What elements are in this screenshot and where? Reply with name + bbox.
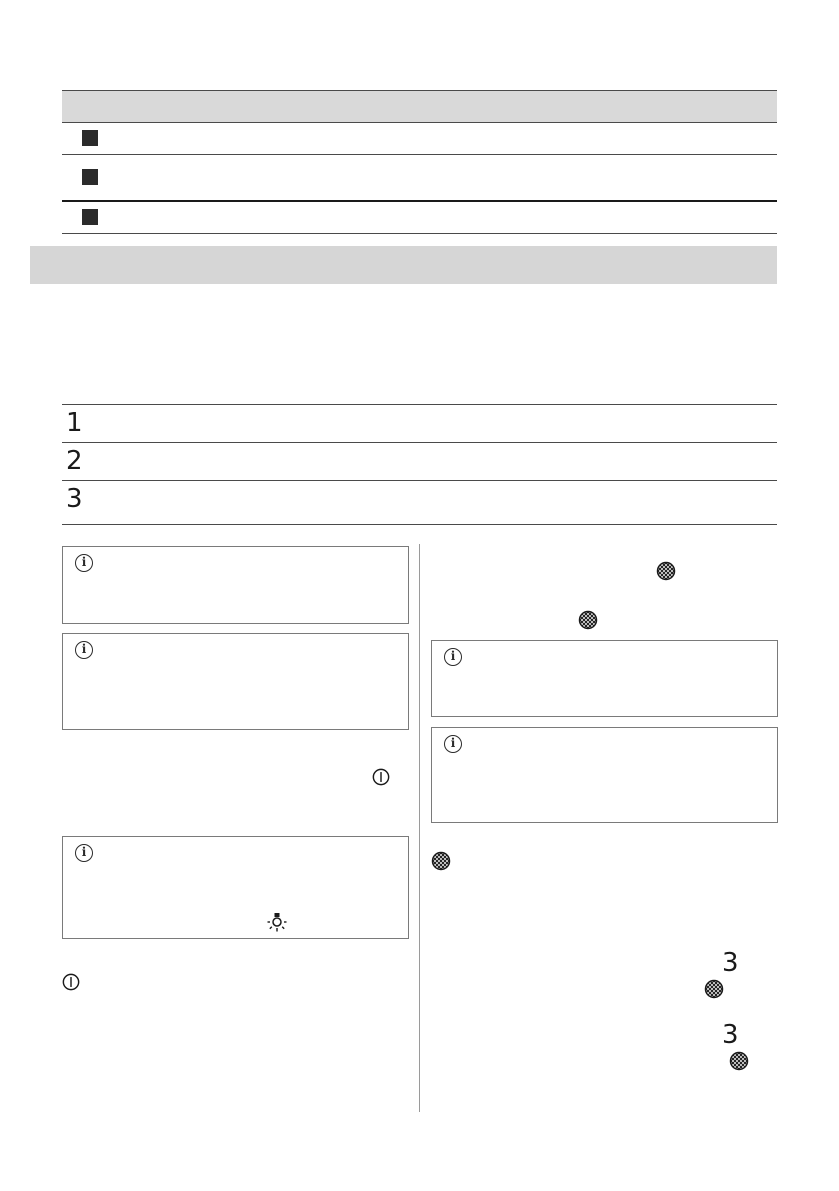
step-table bbox=[62, 404, 777, 525]
table-row bbox=[62, 405, 777, 443]
info-note bbox=[431, 727, 778, 823]
info-note bbox=[62, 836, 409, 939]
table-row bbox=[62, 123, 777, 155]
column-divider bbox=[419, 544, 420, 1112]
light-bulb-icon bbox=[266, 911, 288, 933]
feature-table bbox=[62, 90, 777, 234]
fan-grid-icon bbox=[729, 1051, 749, 1071]
fan-grid-icon bbox=[704, 979, 724, 999]
step-number: 1 bbox=[66, 408, 83, 438]
info-icon: i bbox=[75, 641, 93, 659]
info-note bbox=[431, 640, 778, 717]
feature-table-header bbox=[62, 90, 777, 123]
info-icon: i bbox=[75, 554, 93, 572]
step-three-glyph: 3 bbox=[722, 948, 739, 978]
table-row bbox=[62, 443, 777, 481]
filled-square-icon bbox=[82, 130, 98, 146]
info-icon: i bbox=[444, 735, 462, 753]
filled-square-icon bbox=[82, 209, 98, 225]
table-row bbox=[62, 202, 777, 234]
info-icon: i bbox=[444, 648, 462, 666]
section-heading-bar bbox=[30, 246, 777, 284]
fan-grid-icon bbox=[578, 610, 598, 630]
power-icon bbox=[372, 768, 390, 786]
step-number: 3 bbox=[66, 484, 83, 514]
power-icon bbox=[62, 973, 80, 991]
info-note bbox=[62, 633, 409, 730]
fan-grid-icon bbox=[656, 561, 676, 581]
table-row bbox=[62, 155, 777, 202]
info-icon: i bbox=[75, 844, 93, 862]
step-number: 2 bbox=[66, 446, 83, 476]
info-note bbox=[62, 546, 409, 624]
step-three-glyph: 3 bbox=[722, 1020, 739, 1050]
fan-grid-icon bbox=[431, 851, 451, 871]
filled-square-icon bbox=[82, 169, 98, 185]
table-row bbox=[62, 481, 777, 525]
